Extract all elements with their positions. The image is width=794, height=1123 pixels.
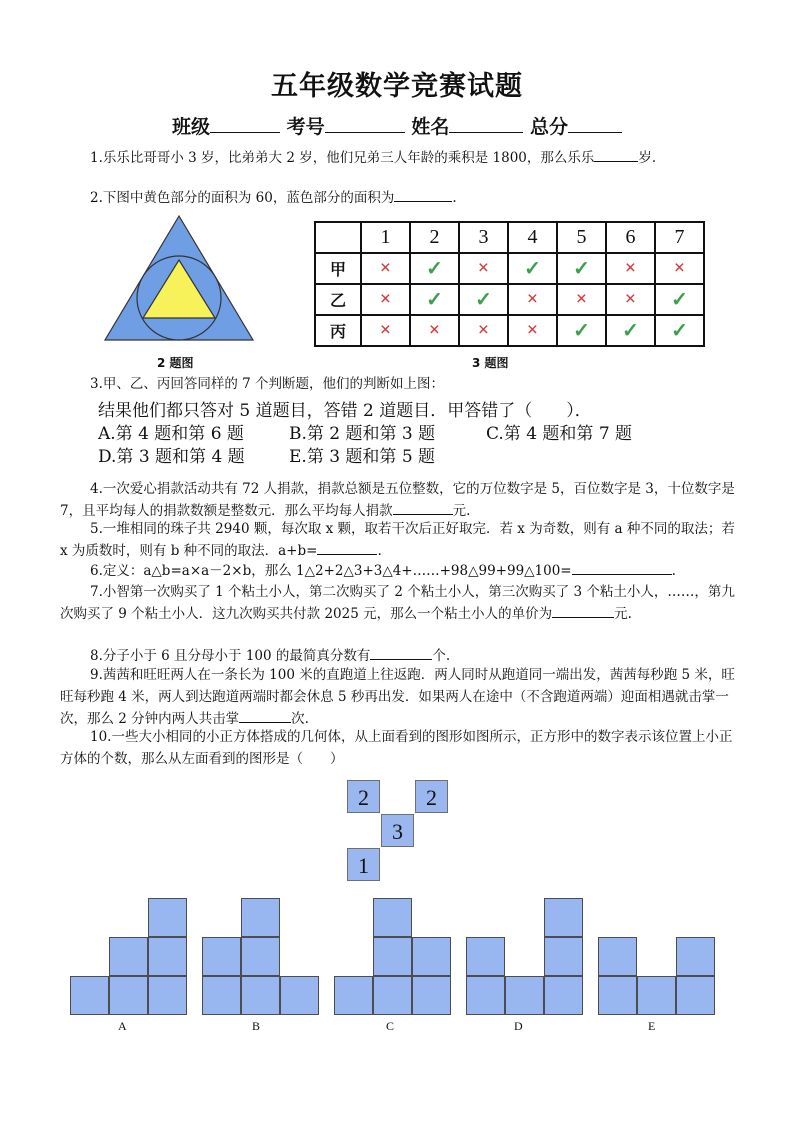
name-blank[interactable]: [449, 114, 523, 133]
cube: [466, 976, 505, 1015]
score-label: 总分: [529, 116, 568, 138]
cube: [109, 976, 148, 1015]
cube: [202, 976, 241, 1015]
table-header: 2: [410, 222, 459, 253]
answer-blank-5[interactable]: [317, 540, 377, 555]
cube: [148, 937, 187, 976]
cube: [598, 937, 637, 976]
answer-blank-1[interactable]: [594, 147, 638, 162]
class-blank[interactable]: [210, 114, 280, 133]
answer-blank-2[interactable]: [394, 187, 452, 202]
table-header: 3: [459, 222, 508, 253]
cube: [241, 898, 280, 937]
option-a-label: A: [118, 1019, 127, 1033]
question-2-text: 2.下图中黄色部分的面积为 60，蓝色部分的面积为: [90, 190, 395, 206]
student-info-line: [0, 112, 794, 139]
question-3-line2: 结果他们都只答对 5 道题目，答错 2 道题目．甲答错了（ ）．: [98, 401, 592, 421]
check-icon: ✓: [557, 315, 606, 346]
option-b[interactable]: B.第 2 题和第 3 题: [289, 424, 436, 444]
cross-icon: ×: [361, 253, 410, 284]
question-7-text: 7.小智第一次购买了 1 个粘土小人，第二次购买了 2 个粘土小人，第三次购买了 3 个粘土小人，……，第九次购买了 9 个粘土小人．这九次购买共付款 2025 元，那么一个粘土小人的单价为: [60, 584, 735, 622]
cube: [412, 976, 451, 1015]
question-2-tail: .: [452, 190, 457, 206]
question-4-text: 4.一次爱心捐款活动共有 72 人捐款，捐款总额是五位整数，它的万位数字是 5，百位数字是 3，十位数字是 7，且平均每人的捐款数额是整数元．那么平均每人捐款: [60, 481, 735, 519]
cross-icon: ×: [459, 315, 508, 346]
cube: [598, 976, 637, 1015]
cube: [373, 937, 412, 976]
judgment-table: [314, 221, 705, 347]
question-10: 10.一些大小相同的小正方体搭成的几何体，从上面看到的图形如图所示，正方形中的数字表示该位置上小正方体的个数，那么从左面看到的图形是（ ）: [60, 729, 733, 767]
answer-blank-7[interactable]: [552, 603, 614, 618]
cross-icon: ×: [459, 253, 508, 284]
top-view-cell: 1: [347, 848, 380, 881]
question-6-tail: .: [671, 563, 676, 579]
question-7: [60, 581, 740, 625]
check-icon: ✓: [459, 284, 508, 315]
question-3: 3.甲、乙、丙回答同样的 7 个判断题，他们的判断如上图：: [90, 376, 445, 392]
score-blank[interactable]: [568, 114, 622, 133]
table-row: [315, 284, 704, 315]
exam-no-blank[interactable]: [325, 114, 405, 133]
table-header: 6: [606, 222, 655, 253]
cube: [637, 976, 676, 1015]
question-1-text: 1.乐乐比哥哥小 3 岁，比弟弟大 2 岁，他们兄弟三人年龄的乘积是 1800，那么乐乐: [90, 150, 595, 166]
table-header: 7: [655, 222, 704, 253]
row-label-yi: 乙: [315, 284, 361, 315]
cube: [202, 937, 241, 976]
cube: [505, 976, 544, 1015]
cube: [544, 937, 583, 976]
question-9: [60, 664, 740, 730]
table-row: [315, 315, 704, 346]
table-header-row: [315, 222, 704, 253]
cross-icon: ×: [655, 253, 704, 284]
cube: [676, 976, 715, 1015]
class-label: 班级: [172, 116, 211, 138]
question-5-tail: .: [377, 543, 382, 559]
question-9-tail: 次.: [291, 711, 309, 727]
cube: [544, 976, 583, 1015]
question-6: [60, 560, 740, 582]
question-5-text: 5.一堆相同的珠子共 2940 颗，每次取 x 颗，取若干次后正好取完．若 x 为奇数，则有 a 种不同的取法；若 x 为质数时，则有 b 种不同的取法．a+b=: [60, 521, 735, 559]
answer-blank-6[interactable]: [572, 560, 672, 575]
check-icon: ✓: [508, 253, 557, 284]
table-row: [315, 253, 704, 284]
row-label-jia: 甲: [315, 253, 361, 284]
answer-blank-9[interactable]: [239, 708, 291, 723]
top-view-cell: 2: [347, 780, 380, 813]
check-icon: ✓: [655, 284, 704, 315]
option-e-label: E: [648, 1019, 656, 1033]
cube: [412, 937, 451, 976]
question-8-text: 8.分子小于 6 且分母小于 100 的最简真分数有: [90, 648, 371, 664]
figure-3-caption: 3 题图: [472, 356, 509, 370]
question-7-tail: 元.: [614, 606, 632, 622]
cube: [148, 898, 187, 937]
question-4: [60, 478, 740, 522]
check-icon: ✓: [655, 315, 704, 346]
cube: [241, 976, 280, 1015]
cross-icon: ×: [557, 284, 606, 315]
option-d-label: D: [514, 1019, 523, 1033]
figure-2-caption: 2 题图: [157, 356, 194, 370]
check-icon: ✓: [410, 253, 459, 284]
cube: [544, 898, 583, 937]
option-c-label: C: [386, 1019, 395, 1033]
cube: [280, 976, 319, 1015]
table-header: 5: [557, 222, 606, 253]
page-title: 五年级数学竞赛试题: [271, 71, 523, 102]
answer-blank-4[interactable]: [393, 500, 453, 515]
cube: [373, 898, 412, 937]
cross-icon: ×: [606, 284, 655, 315]
top-view-cell: 2: [415, 780, 448, 813]
cross-icon: ×: [508, 284, 557, 315]
question-5: [60, 518, 740, 562]
top-view-cell: 3: [381, 814, 414, 847]
table-header: 4: [508, 222, 557, 253]
row-label-bing: 丙: [315, 315, 361, 346]
cross-icon: ×: [606, 253, 655, 284]
cube: [334, 976, 373, 1015]
option-d[interactable]: D.第 3 题和第 4 题: [98, 447, 245, 467]
cube: [70, 976, 109, 1015]
cross-icon: ×: [361, 315, 410, 346]
cube: [676, 937, 715, 976]
triangle-circle-figure: [103, 214, 255, 344]
cube: [466, 937, 505, 976]
table-corner: [315, 222, 361, 253]
option-e[interactable]: E.第 3 题和第 5 题: [289, 447, 436, 467]
question-1-tail: 岁.: [638, 150, 657, 166]
cross-icon: ×: [410, 315, 459, 346]
cube: [241, 937, 280, 976]
cube: [148, 976, 187, 1015]
check-icon: ✓: [410, 284, 459, 315]
cube: [109, 937, 148, 976]
question-4-tail: 元.: [452, 503, 471, 519]
table-header: 1: [361, 222, 410, 253]
check-icon: ✓: [557, 253, 606, 284]
question-6-text: 6.定义：a△b=a×a－2×b，那么 1△2+2△3+3△4+……+98△99+99△100=: [90, 563, 572, 579]
check-icon: ✓: [606, 315, 655, 346]
question-9-text: 9.茜茜和旺旺两人在一条长为 100 米的直跑道上往返跑．两人同时从跑道同一端出发，茜茜每秒跑 5 米，旺旺每秒跑 4 米，两人到达跑道两端时都会休息 5 秒再出发．如果两人在途中（不含跑道两端）迎面相遇就击掌一次，那么 2 分钟内两人共击掌: [60, 667, 735, 727]
question-8-tail: 个.: [432, 648, 451, 664]
name-label: 姓名: [411, 116, 450, 138]
cube: [373, 976, 412, 1015]
question-2: [60, 187, 740, 209]
exam-no-label: 考号: [286, 116, 325, 138]
cross-icon: ×: [508, 315, 557, 346]
question-1: [60, 147, 740, 169]
cross-icon: ×: [361, 284, 410, 315]
option-c[interactable]: C.第 4 题和第 7 题: [486, 424, 633, 444]
answer-blank-8[interactable]: [370, 645, 432, 660]
option-b-label: B: [252, 1019, 261, 1033]
option-a[interactable]: A.第 4 题和第 6 题: [98, 424, 244, 444]
